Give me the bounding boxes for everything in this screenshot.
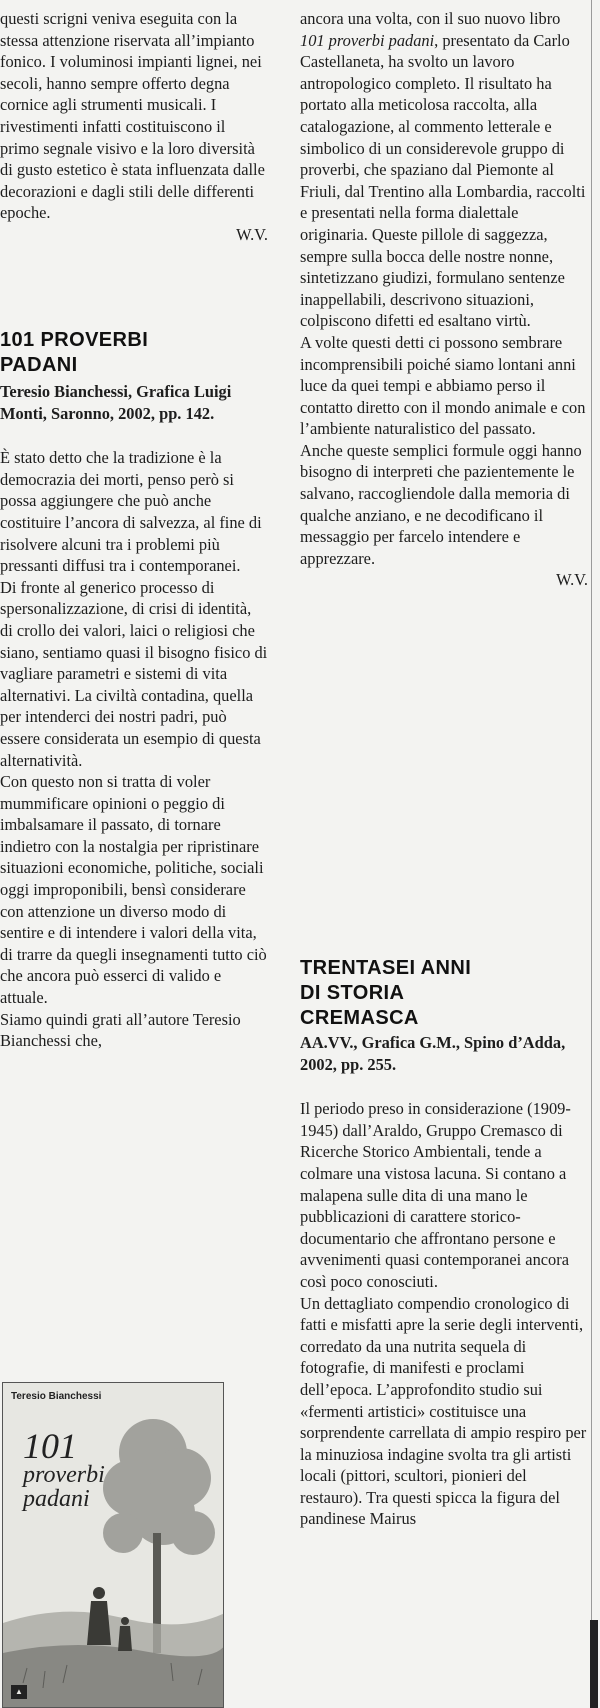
intro-paragraph: questi scrigni veniva eseguita con la stessa attenzione riservata all’impianto fonico. I voluminosi impianti lignei, nei secoli, hanno sempre offerto degna cornice agli strumenti musicali. I rivestimenti infatti costituiscono il primo segnale visivo e la loro diversità di gusto estetico è stata influenzata dalle decorazioni e dagli stili delle differenti epoche. [0,9,265,223]
article-paragraph: Anche queste semplici formule oggi hanno bisogno di interpreti che pazientemente le salvano, raccogliendole dalla memoria di qualche anziano, e ne decodificano il messaggio per farcelo intendere e apprezzare. [300,440,582,568]
article-signature: W.V. [556,570,588,590]
article-meta: AA.VV., Grafica G.M., Spino d’Adda, 2002, pp. 255. [300,1033,566,1074]
article-paragraph [300,8,588,332]
cover-title-word: padani [23,1486,90,1512]
article-title-line: DI STORIA [300,982,405,1004]
book-title-italic: 101 proverbi padani [300,30,435,50]
cover-title [23,1426,105,1512]
article-trentasei-anni [300,956,588,1530]
article-paragraph: Con questo non si tratta di voler mummificare opinioni o peggio di imbalsamare il passato, di tornare indietro con la nostalgia per ripristinare situazioni economiche, politiche, sociali oggi improponibili, bensì considerare con attenzione un diverso modo di sentire e di intendere i valori della vita, di trarre da quegli insegnamenti tutto ciò che ancora può esserci di valido e attuale. [0,772,267,1008]
article-meta: Teresio Bianchessi, Grafica Luigi Monti, Saronno, 2002, pp. 142. [0,382,232,423]
article-title-line: CREMASCA [300,1007,419,1029]
article-title-line: PADANI [0,354,78,376]
page-edge-mark [590,1620,598,1708]
cover-title-word: proverbi [23,1462,105,1488]
book-cover-image [2,1382,224,1708]
article-title-line: TRENTASEI ANNI [300,957,472,979]
article-paragraph: È stato detto che la tradizione è la democrazia dei morti, penso però si possa aggiungere che può anche costituire l’ancora di salvezza, al fine di risolvere alcuni tra i problemi più pressanti diffusi tra i contemporanei. [0,448,262,576]
article-title-line: 101 PROVERBI [0,329,149,351]
article-101-proverbi-continued [300,8,588,591]
cover-title-number: 101 [23,1426,77,1466]
article-paragraph: Di fronte al generico processo di spersonalizzazione, di crisi di identità, di crollo dei valori, laici o religiosi che siano, sentiamo quasi il bisogno fisico di vagliare parametri e sistemi di vita alternativi. La civiltà contadina, quella per intenderci dei nostri padri, può essere considerata un esempio di questa alternatività. [0,577,268,770]
cover-author: Teresio Bianchessi [11,1391,102,1402]
text-run: , presentato da Carlo Castellaneta, ha svolto un lavoro antropologico completo. Il risultato ha portato alla meticolosa raccolta, alla catalogazione, al commento letterale e simbolico di un considerevole gruppo di proverbi, che spaziano dal Piemonte al Friuli, dal Trentino alla Lombardia, raccolti e presentati nella forma dialettale originaria. Queste pillole di saggezza, sempre sulla bocca delle nostre nonne, sintetizzano giudizi, formulano sentenze inappellabili, descrivono situazioni, colpiscono difetti ed esaltano virtù. [300,30,586,331]
article-title [0,328,268,378]
intro-signature: W.V. [236,224,268,244]
article-101-proverbi [0,328,268,1052]
text-run: ancora una volta, con il suo nuovo libro [300,9,561,28]
article-paragraph: Un dettagliato compendio cronologico di fatti e misfatti apre la serie degli interventi, corredato da una nutrita sequela di fotografie, di manifesti e proclami dell’epoca. L’approfondito studio sui «fermenti artistici» costituisce una sorprendente carrellata di ampio respiro per la minuziosa indagine svolta tra gli artisti locali (pittori, scultori, pionieri del restauro). Tra questi spicca la figura del pandinese Mairus [300,1293,587,1529]
article-paragraph: Siamo quindi grati all’autore Teresio Bianchessi che, [0,1009,241,1051]
article-paragraph: Il periodo preso in considerazione (1909-1945) dall’Araldo, Gruppo Cremasco di Ricerche Storico Ambientali, tende a colmare una vistosa lacuna. Si contano a malapena sulle dita di una mano le pubblicazioni di carattere storico-documentario che affrontano persone e avvenimenti quasi contemporanei ancora così poco conosciuti. [300,1099,571,1291]
publisher-logo: ▲ [11,1685,27,1699]
article-title [300,956,588,1031]
article-paragraph: A volte questi detti ci possono sembrare incomprensibili poiché siamo lontani anni luce da quei tempi e abbiamo perso il contatto diretto con il mondo animale e con l’ambiente naturalistico del passato. [300,332,586,439]
page-edge-rule [591,0,592,1708]
